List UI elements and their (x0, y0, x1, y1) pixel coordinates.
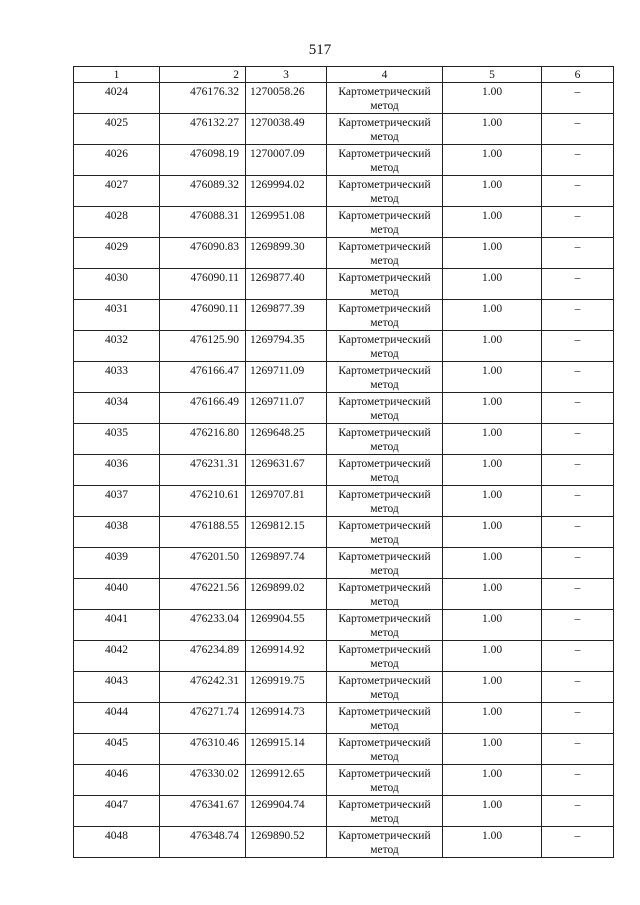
method-line-1: Картометрический (338, 830, 431, 842)
point-number-cell: 4036 (74, 455, 160, 486)
accuracy-cell: 1.00 (443, 176, 542, 207)
point-number-cell: 4048 (74, 827, 160, 858)
method-cell (327, 517, 443, 548)
method-cell (327, 83, 443, 114)
note-cell: – (542, 672, 614, 703)
x-coordinate-cell: 476089.32 (160, 176, 246, 207)
coordinates-table (73, 66, 614, 858)
accuracy-cell: 1.00 (443, 734, 542, 765)
accuracy-cell: 1.00 (443, 548, 542, 579)
method-cell (327, 486, 443, 517)
method-line-2: метод (370, 689, 399, 701)
point-number-cell: 4038 (74, 517, 160, 548)
note-cell: – (542, 796, 614, 827)
table-row (74, 734, 614, 765)
note-cell: – (542, 641, 614, 672)
y-coordinate-cell: 1269899.02 (246, 579, 327, 610)
method-line-2: метод (370, 658, 399, 670)
x-coordinate-cell: 476234.89 (160, 641, 246, 672)
table-row (74, 486, 614, 517)
y-coordinate-cell: 1269794.35 (246, 331, 327, 362)
x-coordinate-cell: 476216.80 (160, 424, 246, 455)
method-line-1: Картометрический (338, 365, 431, 377)
y-coordinate-cell: 1269877.40 (246, 269, 327, 300)
method-line-1: Картометрический (338, 241, 431, 253)
method-line-1: Картометрический (338, 613, 431, 625)
accuracy-cell: 1.00 (443, 145, 542, 176)
method-line-1: Картометрический (338, 148, 431, 160)
method-line-1: Картометрический (338, 334, 431, 346)
point-number-cell: 4040 (74, 579, 160, 610)
note-cell: – (542, 300, 614, 331)
method-line-2: метод (370, 317, 399, 329)
method-line-2: метод (370, 193, 399, 205)
column-header-6: 6 (542, 67, 614, 83)
method-line-1: Картометрический (338, 427, 431, 439)
x-coordinate-cell: 476088.31 (160, 207, 246, 238)
x-coordinate-cell: 476233.04 (160, 610, 246, 641)
method-line-1: Картометрический (338, 675, 431, 687)
x-coordinate-cell: 476341.67 (160, 796, 246, 827)
method-cell (327, 765, 443, 796)
method-cell (327, 424, 443, 455)
method-line-1: Картометрический (338, 272, 431, 284)
table-header-row (74, 67, 614, 83)
point-number-cell: 4046 (74, 765, 160, 796)
method-line-2: метод (370, 596, 399, 608)
note-cell: – (542, 145, 614, 176)
table-row (74, 517, 614, 548)
accuracy-cell: 1.00 (443, 703, 542, 734)
method-cell (327, 455, 443, 486)
method-line-1: Картометрический (338, 520, 431, 532)
accuracy-cell: 1.00 (443, 827, 542, 858)
accuracy-cell: 1.00 (443, 207, 542, 238)
method-line-2: метод (370, 534, 399, 546)
y-coordinate-cell: 1269919.75 (246, 672, 327, 703)
table-row (74, 703, 614, 734)
table-row (74, 269, 614, 300)
note-cell: – (542, 734, 614, 765)
point-number-cell: 4027 (74, 176, 160, 207)
table-row (74, 455, 614, 486)
x-coordinate-cell: 476271.74 (160, 703, 246, 734)
note-cell: – (542, 393, 614, 424)
table-row (74, 331, 614, 362)
column-header-4: 4 (327, 67, 443, 83)
accuracy-cell: 1.00 (443, 455, 542, 486)
x-coordinate-cell: 476231.31 (160, 455, 246, 486)
note-cell: – (542, 703, 614, 734)
page-number: 517 (308, 42, 332, 58)
point-number-cell: 4035 (74, 424, 160, 455)
method-cell (327, 300, 443, 331)
y-coordinate-cell: 1270038.49 (246, 114, 327, 145)
y-coordinate-cell: 1269912.65 (246, 765, 327, 796)
note-cell: – (542, 610, 614, 641)
x-coordinate-cell: 476098.19 (160, 145, 246, 176)
x-coordinate-cell: 476176.32 (160, 83, 246, 114)
method-line-1: Картометрический (338, 551, 431, 563)
method-line-2: метод (370, 627, 399, 639)
table-row (74, 548, 614, 579)
method-line-1: Картометрический (338, 768, 431, 780)
point-number-cell: 4042 (74, 641, 160, 672)
x-coordinate-cell: 476348.74 (160, 827, 246, 858)
point-number-cell: 4032 (74, 331, 160, 362)
accuracy-cell: 1.00 (443, 610, 542, 641)
method-line-1: Картометрический (338, 489, 431, 501)
note-cell: – (542, 207, 614, 238)
accuracy-cell: 1.00 (443, 114, 542, 145)
note-cell: – (542, 827, 614, 858)
table-row (74, 207, 614, 238)
y-coordinate-cell: 1269711.07 (246, 393, 327, 424)
method-cell (327, 579, 443, 610)
column-header-1: 1 (74, 67, 160, 83)
x-coordinate-cell: 476242.31 (160, 672, 246, 703)
table-row (74, 610, 614, 641)
accuracy-cell: 1.00 (443, 269, 542, 300)
table-body (74, 83, 614, 858)
note-cell: – (542, 765, 614, 796)
x-coordinate-cell: 476090.11 (160, 269, 246, 300)
method-line-1: Картометрический (338, 706, 431, 718)
accuracy-cell: 1.00 (443, 424, 542, 455)
point-number-cell: 4044 (74, 703, 160, 734)
x-coordinate-cell: 476166.47 (160, 362, 246, 393)
method-line-2: метод (370, 565, 399, 577)
table-row (74, 362, 614, 393)
accuracy-cell: 1.00 (443, 238, 542, 269)
method-line-1: Картометрический (338, 799, 431, 811)
y-coordinate-cell: 1270007.09 (246, 145, 327, 176)
method-line-2: метод (370, 286, 399, 298)
table-row (74, 579, 614, 610)
method-cell (327, 734, 443, 765)
note-cell: – (542, 238, 614, 269)
accuracy-cell: 1.00 (443, 362, 542, 393)
method-line-2: метод (370, 720, 399, 732)
note-cell: – (542, 548, 614, 579)
method-line-2: метод (370, 472, 399, 484)
y-coordinate-cell: 1269707.81 (246, 486, 327, 517)
table-row (74, 300, 614, 331)
method-line-2: метод (370, 162, 399, 174)
method-cell (327, 331, 443, 362)
y-coordinate-cell: 1269994.02 (246, 176, 327, 207)
point-number-cell: 4024 (74, 83, 160, 114)
accuracy-cell: 1.00 (443, 331, 542, 362)
column-header-3: 3 (246, 67, 327, 83)
method-line-2: метод (370, 379, 399, 391)
method-cell (327, 548, 443, 579)
x-coordinate-cell: 476188.55 (160, 517, 246, 548)
x-coordinate-cell: 476090.83 (160, 238, 246, 269)
y-coordinate-cell: 1269899.30 (246, 238, 327, 269)
method-line-2: метод (370, 410, 399, 422)
method-line-1: Картометрический (338, 210, 431, 222)
point-number-cell: 4034 (74, 393, 160, 424)
method-line-2: метод (370, 503, 399, 515)
method-line-2: метод (370, 131, 399, 143)
column-header-2: 2 (160, 67, 246, 83)
y-coordinate-cell: 1269648.25 (246, 424, 327, 455)
method-line-2: метод (370, 813, 399, 825)
table-row (74, 765, 614, 796)
method-line-2: метод (370, 348, 399, 360)
x-coordinate-cell: 476201.50 (160, 548, 246, 579)
table-row (74, 176, 614, 207)
note-cell: – (542, 579, 614, 610)
point-number-cell: 4026 (74, 145, 160, 176)
table-row (74, 238, 614, 269)
point-number-cell: 4033 (74, 362, 160, 393)
y-coordinate-cell: 1269914.73 (246, 703, 327, 734)
note-cell: – (542, 176, 614, 207)
method-line-2: метод (370, 255, 399, 267)
point-number-cell: 4030 (74, 269, 160, 300)
method-cell (327, 610, 443, 641)
table-row (74, 641, 614, 672)
note-cell: – (542, 517, 614, 548)
method-line-2: метод (370, 751, 399, 763)
table-row (74, 796, 614, 827)
y-coordinate-cell: 1269812.15 (246, 517, 327, 548)
x-coordinate-cell: 476090.11 (160, 300, 246, 331)
method-line-2: метод (370, 100, 399, 112)
method-cell (327, 703, 443, 734)
method-line-2: метод (370, 782, 399, 794)
x-coordinate-cell: 476132.27 (160, 114, 246, 145)
accuracy-cell: 1.00 (443, 517, 542, 548)
point-number-cell: 4041 (74, 610, 160, 641)
note-cell: – (542, 455, 614, 486)
table-row (74, 424, 614, 455)
y-coordinate-cell: 1269915.14 (246, 734, 327, 765)
method-line-1: Картометрический (338, 396, 431, 408)
column-header-5: 5 (443, 67, 542, 83)
method-cell (327, 176, 443, 207)
note-cell: – (542, 114, 614, 145)
y-coordinate-cell: 1269904.55 (246, 610, 327, 641)
y-coordinate-cell: 1270058.26 (246, 83, 327, 114)
note-cell: – (542, 486, 614, 517)
method-line-1: Картометрический (338, 458, 431, 470)
point-number-cell: 4045 (74, 734, 160, 765)
method-cell (327, 269, 443, 300)
method-line-1: Картометрический (338, 582, 431, 594)
method-line-1: Картометрический (338, 737, 431, 749)
y-coordinate-cell: 1269897.74 (246, 548, 327, 579)
method-cell (327, 827, 443, 858)
method-cell (327, 672, 443, 703)
point-number-cell: 4031 (74, 300, 160, 331)
point-number-cell: 4025 (74, 114, 160, 145)
x-coordinate-cell: 476221.56 (160, 579, 246, 610)
method-cell (327, 207, 443, 238)
method-line-1: Картометрический (338, 117, 431, 129)
x-coordinate-cell: 476330.02 (160, 765, 246, 796)
method-line-2: метод (370, 441, 399, 453)
method-line-1: Картометрический (338, 303, 431, 315)
accuracy-cell: 1.00 (443, 83, 542, 114)
method-line-2: метод (370, 224, 399, 236)
accuracy-cell: 1.00 (443, 796, 542, 827)
accuracy-cell: 1.00 (443, 393, 542, 424)
note-cell: – (542, 424, 614, 455)
x-coordinate-cell: 476125.90 (160, 331, 246, 362)
accuracy-cell: 1.00 (443, 579, 542, 610)
method-line-1: Картометрический (338, 644, 431, 656)
method-line-1: Картометрический (338, 179, 431, 191)
point-number-cell: 4047 (74, 796, 160, 827)
method-cell (327, 114, 443, 145)
y-coordinate-cell: 1269631.67 (246, 455, 327, 486)
accuracy-cell: 1.00 (443, 672, 542, 703)
y-coordinate-cell: 1269951.08 (246, 207, 327, 238)
accuracy-cell: 1.00 (443, 765, 542, 796)
y-coordinate-cell: 1269914.92 (246, 641, 327, 672)
accuracy-cell: 1.00 (443, 641, 542, 672)
method-cell (327, 238, 443, 269)
point-number-cell: 4028 (74, 207, 160, 238)
table-row (74, 827, 614, 858)
table-row (74, 114, 614, 145)
table-row (74, 672, 614, 703)
y-coordinate-cell: 1269877.39 (246, 300, 327, 331)
method-cell (327, 145, 443, 176)
method-cell (327, 796, 443, 827)
table-row (74, 393, 614, 424)
note-cell: – (542, 331, 614, 362)
x-coordinate-cell: 476166.49 (160, 393, 246, 424)
table-row (74, 83, 614, 114)
note-cell: – (542, 269, 614, 300)
method-cell (327, 641, 443, 672)
table-row (74, 145, 614, 176)
y-coordinate-cell: 1269711.09 (246, 362, 327, 393)
point-number-cell: 4029 (74, 238, 160, 269)
method-line-2: метод (370, 844, 399, 856)
x-coordinate-cell: 476210.61 (160, 486, 246, 517)
method-cell (327, 393, 443, 424)
note-cell: – (542, 83, 614, 114)
method-line-1: Картометрический (338, 86, 431, 98)
point-number-cell: 4043 (74, 672, 160, 703)
accuracy-cell: 1.00 (443, 300, 542, 331)
point-number-cell: 4037 (74, 486, 160, 517)
method-cell (327, 362, 443, 393)
note-cell: – (542, 362, 614, 393)
y-coordinate-cell: 1269890.52 (246, 827, 327, 858)
point-number-cell: 4039 (74, 548, 160, 579)
x-coordinate-cell: 476310.46 (160, 734, 246, 765)
y-coordinate-cell: 1269904.74 (246, 796, 327, 827)
accuracy-cell: 1.00 (443, 486, 542, 517)
